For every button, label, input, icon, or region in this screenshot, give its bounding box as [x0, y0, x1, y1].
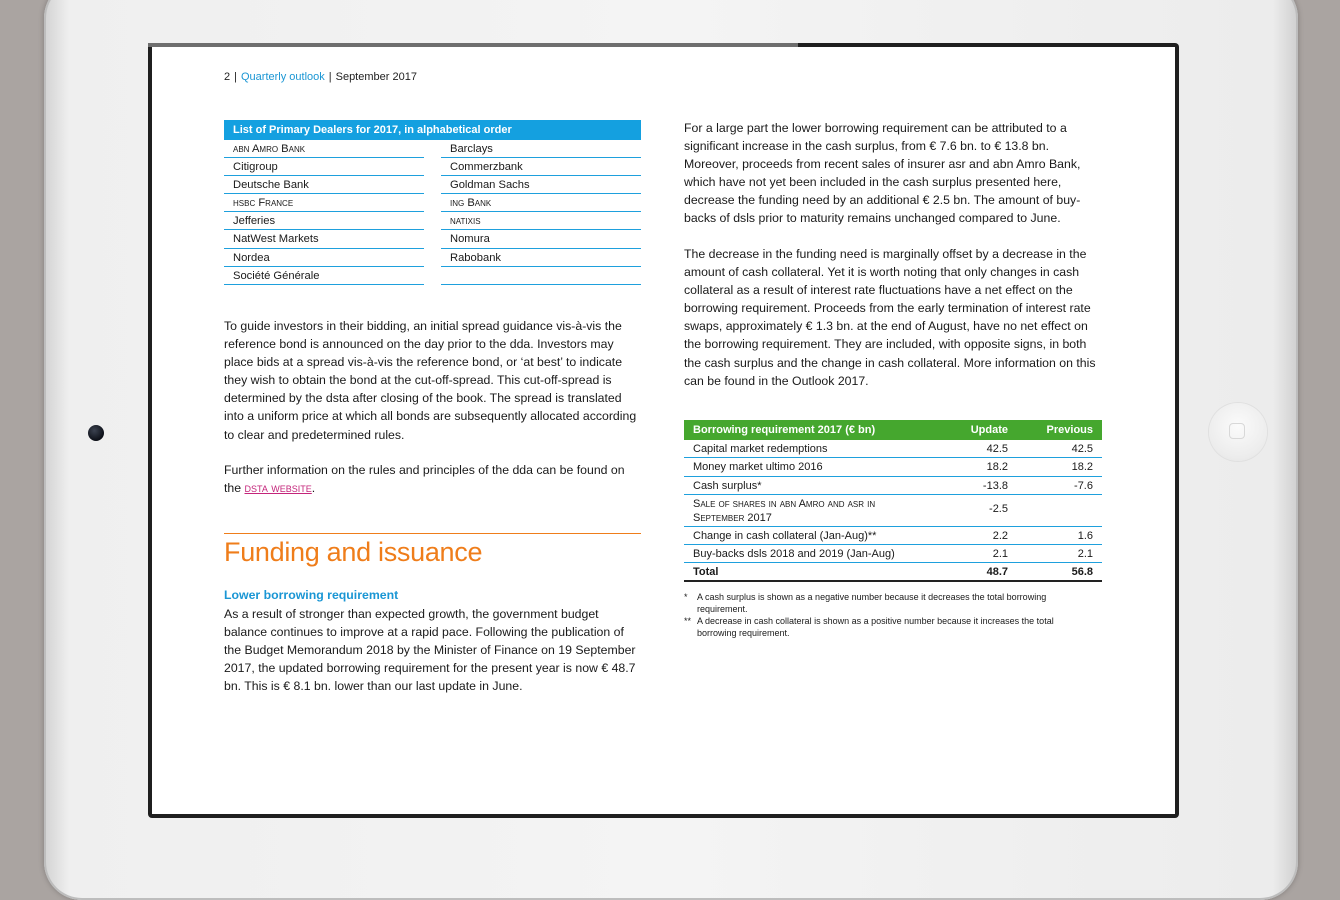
footnote: ** A decrease in cash collateral is shown as a positive number because it increases the total borrowing requirement. — [684, 616, 1054, 638]
dealers-right-column — [441, 140, 641, 285]
table-row: Cash surplus* -13.8 -7.6 — [684, 477, 1102, 495]
subheading: Lower borrowing requirement — [224, 588, 399, 602]
column-header-previous: Previous — [1046, 424, 1093, 436]
running-head-section: Quarterly outlook — [240, 71, 325, 83]
borrowing-table — [684, 420, 1102, 582]
running-head: 2 | Quarterly outlook | September 2017 — [224, 71, 417, 83]
dealer-cell: Deutsche Bank — [224, 176, 424, 194]
dealer-cell: Nordea — [224, 249, 424, 267]
dealer-cell: Rabobank — [441, 249, 641, 267]
table-footnotes — [684, 592, 1094, 640]
dealer-cell: natixis — [441, 212, 641, 230]
home-square-icon — [1229, 423, 1245, 439]
table-row: Sale of shares in abn Amro and asr in September 2017 -2.5 — [684, 495, 1102, 527]
camera-icon — [88, 425, 104, 441]
dealer-cell — [441, 267, 641, 285]
dealer-cell: Goldman Sachs — [441, 176, 641, 194]
table-total-row: Total 48.7 56.8 — [684, 563, 1102, 582]
dealer-cell: Barclays — [441, 140, 641, 158]
borrowing-paragraph: As a result of stronger than expected growth, the government budget balance continues to improve at a rapid pace. Following the publication of the Budget Memorandum 2018 by the Minister of Finance on 19 September 2017, the updated borrowing requirement for the present year is now € 48.7 bn. This is € 8.1 bn. lower than our last update in June. — [224, 607, 636, 694]
home-button[interactable] — [1209, 403, 1267, 461]
further-info-paragraph: Further information on the rules and principles of the dda can be found on the dsta website. — [224, 463, 625, 496]
spread-guidance-paragraph: To guide investors in their bidding, an initial spread guidance vis-à-vis the reference bond is announced on the day prior to the dda. Investors may place bids at a spread vis-à-vis the reference bond, or ‘at best’ to indicate they wish to obtain the bond at the cut-off-spread. This cut-off-spread is determined by the dsta after closing of the book. The spread is translated into a uniform price at which all bonds are subsequently allocated according to clear and predetermined rules. — [224, 319, 637, 442]
dealer-cell: hsbc France — [224, 194, 424, 212]
cash-surplus-paragraph: For a large part the lower borrowing requirement can be attributed to a significant increase in the cash surplus, from € 7.6 bn. to € 13.8 bn. Moreover, proceeds from recent sales of insurer asr and abn Amro Bank, which have not yet been included in the cash surplus presented here, decrease the funding need by an additional € 2.5 bn. The amount of buy-backs of dsls prior to maturity remains unchanged compared to June. — [684, 121, 1081, 226]
dealer-cell: Nomura — [441, 230, 641, 248]
dealer-cell: NatWest Markets — [224, 230, 424, 248]
column-header-update: Update — [970, 424, 1008, 436]
section-divider — [224, 533, 641, 534]
dealer-cell: Citigroup — [224, 158, 424, 176]
table-row: Capital market redemptions 42.5 42.5 — [684, 440, 1102, 458]
dealer-cell: Société Générale — [224, 267, 424, 285]
table-title: Borrowing requirement 2017 (€ bn) — [693, 424, 876, 436]
dsta-website-link[interactable]: dsta website — [244, 481, 312, 496]
dealers-table-title: List of Primary Dealers for 2017, in alphabetical order — [224, 120, 641, 140]
table-row: Money market ultimo 2016 18.2 18.2 — [684, 458, 1102, 476]
page-number: 2 — [224, 71, 231, 83]
section-title: Funding and issuance — [224, 537, 483, 567]
footnote: * A cash surplus is shown as a negative number because it decreases the total borrowing requirement. — [684, 592, 1047, 614]
borrowing-table-header — [684, 420, 1102, 440]
dealer-cell: abn Amro Bank — [224, 140, 424, 158]
dealer-cell: Commerzbank — [441, 158, 641, 176]
dealer-cell: ing Bank — [441, 194, 641, 212]
document-page — [152, 47, 1175, 814]
running-head-date: September 2017 — [335, 71, 417, 83]
table-row: Buy-backs dsls 2018 and 2019 (Jan-Aug) 2.1 2.1 — [684, 545, 1102, 563]
table-row: Change in cash collateral (Jan-Aug)** 2.2 1.6 — [684, 527, 1102, 545]
funding-need-paragraph: The decrease in the funding need is marginally offset by a decrease in the amount of cash collateral. Yet it is worth noting that only changes in cash collateral as a result of interest rate fluctuations have a net effect on the borrowing requirement. Proceeds from the early termination of interest rate swaps, approximately € 1.3 bn. at the end of August, have no net effect on the borrowing requirement. They are included, with opposite signs, in both the cash surplus and the change in cash collateral. More information on this can be found in the Outlook 2017. — [684, 247, 1096, 388]
dealer-cell: Jefferies — [224, 212, 424, 230]
dealers-left-column — [224, 140, 424, 285]
